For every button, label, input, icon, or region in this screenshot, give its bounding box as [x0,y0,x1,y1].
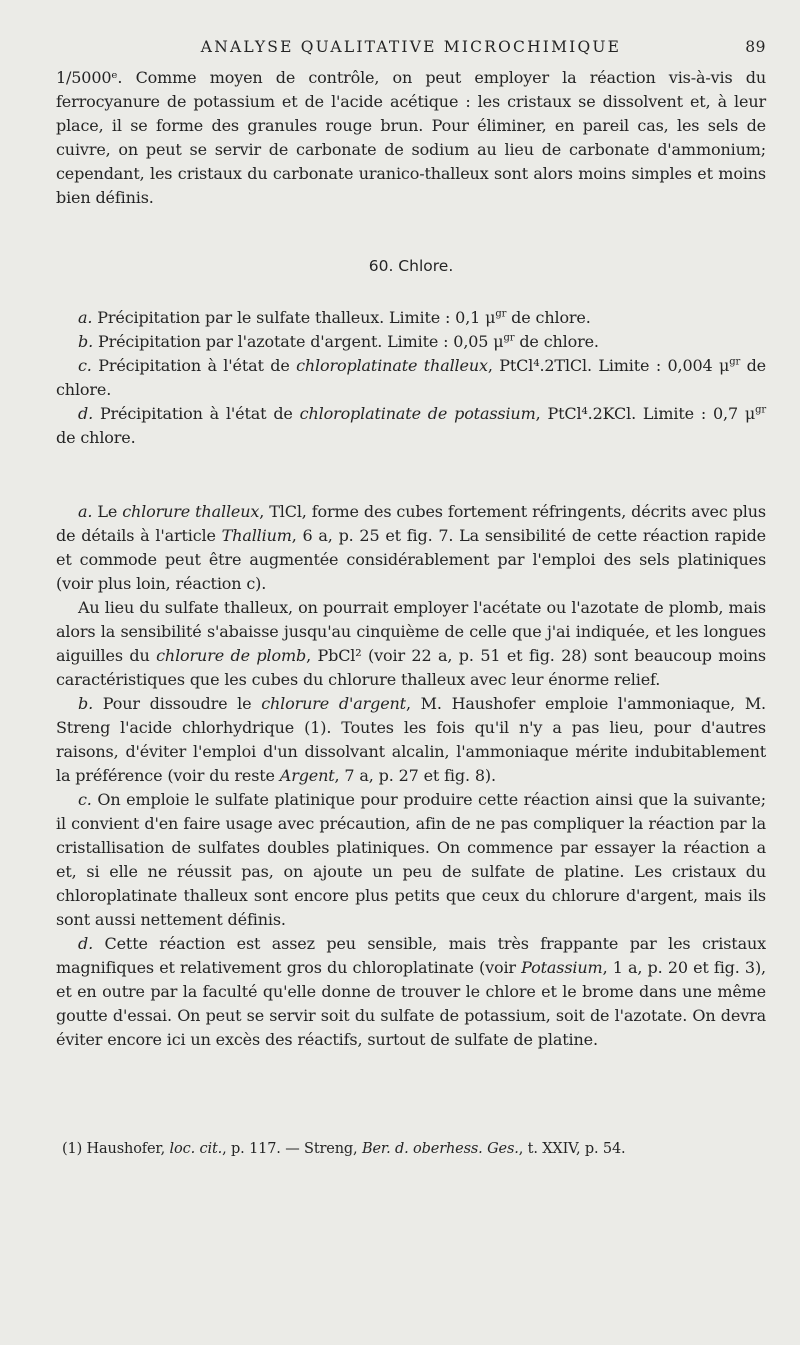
paragraph-a-continued: Au lieu du sulfate thalleux, on pourrait employer l'acétate ou l'azotate de plomb, mais alors la sensibilité s'abaisse jusqu'au cinquième de celle que j'ai indiquée, et les longues aiguilles du chlorure de plomb, PbCl² (voir 22 a, p. 51 et fig. 28) sont beaucoup moins caractéristiques que les cubes du chlorure thalleux avec leur énorme relief. [56,598,766,689]
reaction-item: b. Précipitation par l'azotate d'argent. Limite : 0,05 $\mu^{gr}$ de chlore. [78,332,599,351]
commentary [56,500,766,1052]
section-title: 60. Chlore. [368,257,454,275]
paragraph-d: d. Cette réaction est assez peu sensible, mais très frappante par les cristaux magnifiques et relativement gros du chloroplatinate (voir Potassium, 1 a, p. 20 et fig. 3), et en outre par la faculté qu'elle donne de trouver le chlore et le brome dans une même goutte d'essai. On peut se servir soit du sulfate de potassium, soit de l'azotate. On devra éviter encore ici un excès des réactifs, surtout de sulfate de platine. [56,934,766,1049]
running-header [56,36,766,58]
reaction-list [56,306,766,450]
reaction-item: d. Précipitation à l'état de chloroplatinate de potassium, PtCl⁴.2KCl. Limite : 0,7 $\mu^{gr}$ de chlore. [56,404,767,447]
footnote: (1) Haushofer, loc. cit., p. 117. — Streng, Ber. d. oberhess. Ges., t. XXIV, p. 54. [62,1141,626,1157]
paragraph-a: a. Le chlorure thalleux, TlCl, forme des cubes fortement réfringents, décrits avec plus de détails à l'article Thallium, 6 a, p. 25 et fig. 7. La sensibilité de cette réaction rapide et commode peut être augmentée considérablement par l'emploi des sels platiniques (voir plus loin, réaction c). [56,502,766,593]
running-title: ANALYSE QUALITATIVE MICROCHIMIQUE [200,38,622,56]
paragraph-b: b. Pour dissoudre le chlorure d'argent, M. Haushofer emploie l'ammoniaque, M. Streng l'acide chlorhydrique (1). Toutes les fois qu'il n'y a pas lieu, pour d'autres raisons, d'éviter l'emploi d'un dissolvant alcalin, l'ammoniaque mérite indubitablement la préférence (voir du reste Argent, 7 a, p. 27 et fig. 8). [56,694,766,785]
intro-paragraph: 1/5000ᵉ. Comme moyen de contrôle, on peut employer la réaction vis-à-vis du ferrocyanure de potassium et de l'acide acétique : les cristaux se dissolvent et, à leur place, il se forme des granules rouge brun. Pour éliminer, en pareil cas, les sels de cuivre, on peut se servir de carbonate de sodium au lieu de carbonate d'ammonium; cependant, les cristaux du carbonate uranico-thalleux sont alors moins simples et moins bien définis. [56,68,766,207]
page-number: 89 [745,38,766,56]
paragraph-c: c. On emploie le sulfate platinique pour produire cette réaction ainsi que la suivante; il convient d'en faire usage avec précaution, afin de ne pas compliquer la réaction par la cristallisation de sulfates doubles platiniques. On commence par essayer la réaction a et, si elle ne réussit pas, on ajoute un peu de sulfate de platine. Les cristaux du chloroplatinate thalleux sont encore plus petits que ceux du chlorure d'argent, mais ils sont aussi nettement définis. [56,790,766,929]
reaction-item: c. Précipitation à l'état de chloroplatinate thalleux, PtCl⁴.2TlCl. Limite : 0,004 $\mu^{gr}$ de chlore. [56,356,766,399]
reaction-item: a. Précipitation par le sulfate thalleux. Limite : 0,1 $\mu^{gr}$ de chlore. [78,308,591,327]
